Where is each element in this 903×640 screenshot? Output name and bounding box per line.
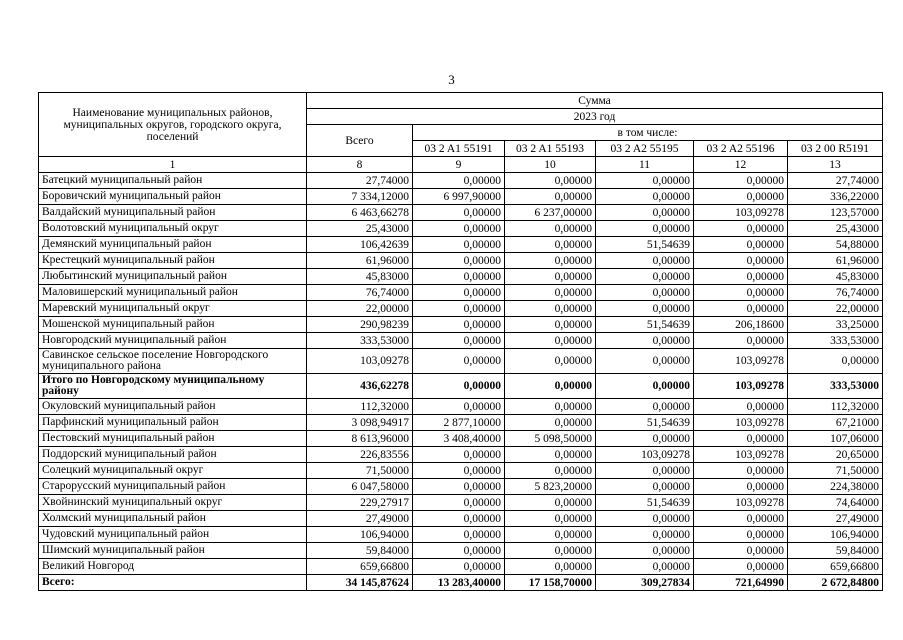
row-value: 0,00000 (694, 543, 788, 559)
row-name: Крестецкий муниципальный район (39, 253, 307, 269)
row-value: 6 237,00000 (505, 205, 596, 221)
row-name: Боровичский муниципальный район (39, 189, 307, 205)
table-row (39, 527, 883, 543)
table-row (39, 269, 883, 285)
column-number: 10 (505, 157, 596, 173)
row-value: 0,00000 (694, 463, 788, 479)
row-value: 0,00000 (694, 399, 788, 415)
row-value: 54,88000 (788, 237, 883, 253)
table-row (39, 285, 883, 301)
row-value: 0,00000 (694, 301, 788, 317)
row-value: 0,00000 (596, 173, 694, 189)
row-value: 112,32000 (307, 399, 413, 415)
row-value: 0,00000 (505, 399, 596, 415)
row-value: 22,00000 (307, 301, 413, 317)
row-value: 0,00000 (505, 301, 596, 317)
row-name: Окуловский муниципальный район (39, 399, 307, 415)
table-row (39, 511, 883, 527)
row-value: 0,00000 (505, 269, 596, 285)
row-value: 6 463,66278 (307, 205, 413, 221)
row-value: 290,98239 (307, 317, 413, 333)
row-value: 103,09278 (596, 447, 694, 463)
row-value: 0,00000 (596, 399, 694, 415)
row-name: Батецкий муниципальный район (39, 173, 307, 189)
row-value: 0,00000 (694, 189, 788, 205)
header-year: 2023 год (307, 109, 883, 125)
table-row (39, 559, 883, 575)
table-row (39, 399, 883, 415)
row-value: 0,00000 (596, 205, 694, 221)
row-value: 0,00000 (505, 189, 596, 205)
row-value: 27,74000 (307, 173, 413, 189)
row-value: 0,00000 (413, 399, 505, 415)
row-value: 0,00000 (413, 463, 505, 479)
row-value: 0,00000 (413, 301, 505, 317)
row-value: 0,00000 (505, 511, 596, 527)
column-number: 12 (694, 157, 788, 173)
row-name: Солецкий муниципальный округ (39, 463, 307, 479)
row-value: 0,00000 (413, 285, 505, 301)
row-value: 659,66800 (788, 559, 883, 575)
table-row (39, 205, 883, 221)
row-name: Чудовский муниципальный район (39, 527, 307, 543)
row-value: 51,54639 (596, 415, 694, 431)
row-value: 0,00000 (413, 237, 505, 253)
header-code: 03 2 00 R5191 (788, 141, 883, 157)
row-name: Всего: (39, 575, 307, 591)
row-value: 0,00000 (694, 221, 788, 237)
header-total: Всего (307, 125, 413, 157)
row-value: 0,00000 (413, 349, 505, 374)
row-value: 112,32000 (788, 399, 883, 415)
row-value: 76,74000 (788, 285, 883, 301)
column-number: 8 (307, 157, 413, 173)
row-name: Итого по Новгородскому муниципальному району (39, 374, 307, 399)
row-value: 74,64000 (788, 495, 883, 511)
row-value: 333,53000 (788, 333, 883, 349)
row-value: 0,00000 (413, 317, 505, 333)
row-value: 0,00000 (596, 269, 694, 285)
row-value: 0,00000 (694, 333, 788, 349)
table-row (39, 237, 883, 253)
row-value: 0,00000 (505, 349, 596, 374)
row-value: 61,96000 (307, 253, 413, 269)
row-value: 0,00000 (596, 527, 694, 543)
row-value: 103,09278 (694, 447, 788, 463)
row-value: 0,00000 (694, 527, 788, 543)
row-value: 3 408,40000 (413, 431, 505, 447)
row-value: 0,00000 (413, 205, 505, 221)
table-row (39, 317, 883, 333)
row-value: 721,64990 (694, 575, 788, 591)
row-value: 106,94000 (307, 527, 413, 543)
row-value: 0,00000 (505, 333, 596, 349)
row-value: 0,00000 (596, 333, 694, 349)
row-value: 33,25000 (788, 317, 883, 333)
header-code: 03 2 A1 55191 (413, 141, 505, 157)
header-sum: Сумма (307, 93, 883, 109)
row-value: 0,00000 (694, 237, 788, 253)
table-row (39, 543, 883, 559)
table-row (39, 415, 883, 431)
table-body (39, 173, 883, 591)
table-row (39, 495, 883, 511)
row-value: 0,00000 (505, 253, 596, 269)
row-value: 5 098,50000 (505, 431, 596, 447)
row-value: 76,74000 (307, 285, 413, 301)
row-value: 0,00000 (505, 495, 596, 511)
row-value: 0,00000 (505, 285, 596, 301)
row-value: 0,00000 (596, 285, 694, 301)
row-value: 0,00000 (596, 543, 694, 559)
row-value: 0,00000 (413, 447, 505, 463)
row-value: 3 098,94917 (307, 415, 413, 431)
row-name: Парфинский муниципальный район (39, 415, 307, 431)
row-value: 0,00000 (413, 559, 505, 575)
row-value: 309,27834 (596, 575, 694, 591)
row-value: 0,00000 (596, 559, 694, 575)
row-value: 106,42639 (307, 237, 413, 253)
row-value: 224,38000 (788, 479, 883, 495)
row-name: Савинское сельское поселение Новгородского муниципального района (39, 349, 307, 374)
row-value: 106,94000 (788, 527, 883, 543)
table-row (39, 374, 883, 399)
row-value: 0,00000 (505, 221, 596, 237)
row-value: 67,21000 (788, 415, 883, 431)
row-name: Холмский муниципальный район (39, 511, 307, 527)
row-value: 103,09278 (694, 415, 788, 431)
header-code: 03 2 A2 55195 (596, 141, 694, 157)
row-value: 0,00000 (596, 221, 694, 237)
row-name: Хвойнинский муниципальный округ (39, 495, 307, 511)
row-value: 8 613,96000 (307, 431, 413, 447)
row-value: 103,09278 (694, 349, 788, 374)
row-value: 0,00000 (596, 301, 694, 317)
header-code: 03 2 A1 55193 (505, 141, 596, 157)
table-row (39, 189, 883, 205)
row-name: Маревский муниципальный округ (39, 301, 307, 317)
column-number: 11 (596, 157, 694, 173)
row-value: 0,00000 (505, 463, 596, 479)
row-value: 25,43000 (307, 221, 413, 237)
row-value: 0,00000 (596, 463, 694, 479)
row-value: 123,57000 (788, 205, 883, 221)
row-name: Маловишерский муниципальный район (39, 285, 307, 301)
row-value: 51,54639 (596, 237, 694, 253)
row-value: 0,00000 (694, 479, 788, 495)
row-value: 0,00000 (694, 559, 788, 575)
row-value: 0,00000 (413, 221, 505, 237)
row-value: 61,96000 (788, 253, 883, 269)
row-value: 333,53000 (307, 333, 413, 349)
row-value: 5 823,20000 (505, 479, 596, 495)
column-number: 1 (39, 157, 307, 173)
row-value: 34 145,87624 (307, 575, 413, 591)
row-value: 0,00000 (694, 511, 788, 527)
row-value: 336,22000 (788, 189, 883, 205)
row-value: 0,00000 (694, 285, 788, 301)
row-value: 0,00000 (413, 479, 505, 495)
row-value: 0,00000 (694, 253, 788, 269)
row-value: 45,83000 (307, 269, 413, 285)
row-value: 0,00000 (413, 543, 505, 559)
row-name: Старорусский муниципальный район (39, 479, 307, 495)
row-value: 45,83000 (788, 269, 883, 285)
row-value: 0,00000 (505, 317, 596, 333)
row-value: 2 877,10000 (413, 415, 505, 431)
row-name: Волотовский муниципальный округ (39, 221, 307, 237)
row-value: 107,06000 (788, 431, 883, 447)
column-number: 13 (788, 157, 883, 173)
row-name: Демянский муниципальный район (39, 237, 307, 253)
row-value: 0,00000 (413, 333, 505, 349)
row-value: 0,00000 (413, 269, 505, 285)
table-row (39, 253, 883, 269)
table-row (39, 349, 883, 374)
row-value: 27,74000 (788, 173, 883, 189)
row-value: 103,09278 (307, 349, 413, 374)
table-row (39, 463, 883, 479)
row-value: 27,49000 (307, 511, 413, 527)
row-value: 0,00000 (596, 253, 694, 269)
row-value: 6 997,90000 (413, 189, 505, 205)
row-name: Пестовский муниципальный район (39, 431, 307, 447)
row-name: Великий Новгород (39, 559, 307, 575)
row-value: 22,00000 (788, 301, 883, 317)
row-value: 103,09278 (694, 374, 788, 399)
table-row (39, 431, 883, 447)
row-value: 0,00000 (413, 253, 505, 269)
row-value: 0,00000 (596, 479, 694, 495)
page-number: 3 (448, 72, 455, 87)
row-name: Мошенской муниципальный район (39, 317, 307, 333)
row-value: 71,50000 (307, 463, 413, 479)
row-value: 0,00000 (596, 511, 694, 527)
row-value: 13 283,40000 (413, 575, 505, 591)
row-value: 17 158,70000 (505, 575, 596, 591)
row-value: 0,00000 (694, 269, 788, 285)
row-value: 25,43000 (788, 221, 883, 237)
budget-table (38, 92, 883, 591)
row-value: 0,00000 (788, 349, 883, 374)
row-value: 0,00000 (413, 511, 505, 527)
row-value: 0,00000 (413, 495, 505, 511)
row-value: 206,18600 (694, 317, 788, 333)
row-name: Валдайский муниципальный район (39, 205, 307, 221)
row-name: Шимский муниципальный район (39, 543, 307, 559)
row-value: 659,66800 (307, 559, 413, 575)
row-value: 2 672,84800 (788, 575, 883, 591)
row-name: Поддорский муниципальный район (39, 447, 307, 463)
row-value: 229,27917 (307, 495, 413, 511)
table-row (39, 333, 883, 349)
row-value: 0,00000 (505, 527, 596, 543)
row-value: 0,00000 (413, 173, 505, 189)
row-value: 0,00000 (596, 189, 694, 205)
row-value: 436,62278 (307, 374, 413, 399)
table-row (39, 221, 883, 237)
table-row (39, 173, 883, 189)
row-value: 0,00000 (694, 173, 788, 189)
row-name: Любытинский муниципальный район (39, 269, 307, 285)
row-value: 6 047,58000 (307, 479, 413, 495)
row-value: 27,49000 (788, 511, 883, 527)
row-value: 59,84000 (307, 543, 413, 559)
table-row (39, 301, 883, 317)
row-value: 0,00000 (505, 447, 596, 463)
row-value: 0,00000 (596, 349, 694, 374)
row-value: 0,00000 (413, 527, 505, 543)
column-number: 9 (413, 157, 505, 173)
row-value: 0,00000 (596, 431, 694, 447)
header-including: в том числе: (413, 125, 883, 141)
header-name-column: Наименование муниципальных районов, муниципальных округов, городского округа, поселений (39, 93, 307, 157)
row-value: 51,54639 (596, 495, 694, 511)
row-value: 0,00000 (505, 559, 596, 575)
row-value: 333,53000 (788, 374, 883, 399)
row-value: 103,09278 (694, 495, 788, 511)
row-value: 59,84000 (788, 543, 883, 559)
row-name: Новгородский муниципальный район (39, 333, 307, 349)
row-value: 0,00000 (694, 431, 788, 447)
table-row (39, 479, 883, 495)
row-value: 0,00000 (413, 374, 505, 399)
row-value: 226,83556 (307, 447, 413, 463)
table-row (39, 447, 883, 463)
row-value: 0,00000 (505, 237, 596, 253)
row-value: 103,09278 (694, 205, 788, 221)
row-value: 7 334,12000 (307, 189, 413, 205)
row-value: 0,00000 (596, 374, 694, 399)
header-code: 03 2 A2 55196 (694, 141, 788, 157)
table-row (39, 575, 883, 591)
row-value: 0,00000 (505, 173, 596, 189)
row-value: 0,00000 (505, 543, 596, 559)
row-value: 0,00000 (505, 415, 596, 431)
row-value: 20,65000 (788, 447, 883, 463)
row-value: 0,00000 (505, 374, 596, 399)
row-value: 71,50000 (788, 463, 883, 479)
row-value: 51,54639 (596, 317, 694, 333)
